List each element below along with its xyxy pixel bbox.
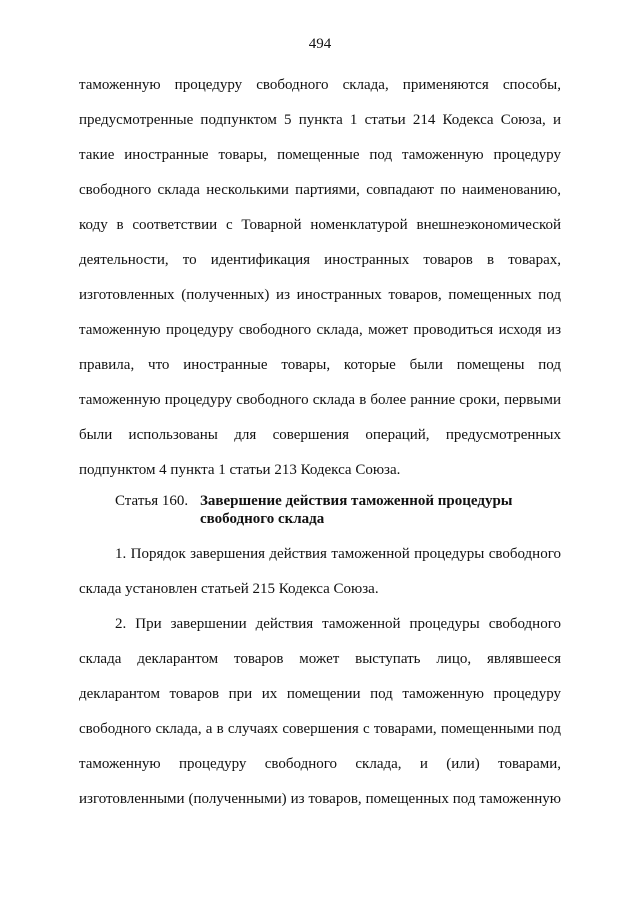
text-line: изготовленных (полученных) из иностранных товаров, помещенных под	[79, 287, 561, 303]
text-line: таможенную процедуру свободного склада, и (или) товарами,	[79, 756, 561, 772]
text-line: таможенную процедуру свободного склада, может проводиться исходя из	[79, 322, 561, 338]
text-line: были использованы для совершения операций, предусмотренных	[79, 427, 561, 443]
article-title-line: Завершение действия таможенной процедуры	[200, 493, 513, 509]
page-number: 494	[308, 36, 332, 52]
text-line: подпунктом 4 пункта 1 статьи 213 Кодекса Союза.	[79, 462, 401, 478]
article-number: Статья 160.	[115, 493, 189, 509]
text-line: таможенную процедуру свободного склада, применяются способы,	[79, 77, 561, 93]
text-line: декларантом товаров при их помещении под таможенную процедуру	[79, 686, 561, 702]
text-line: свободного склада, а в случаях совершения с товарами, помещенными под	[79, 721, 561, 737]
text-line: склада установлен статьей 215 Кодекса Союза.	[79, 581, 379, 597]
article-title-line: свободного склада	[200, 511, 325, 527]
text-line: 2. При завершении действия таможенной процедуры свободного	[115, 616, 561, 632]
text-line: 1. Порядок завершения действия таможенной процедуры свободного	[115, 546, 561, 562]
text-line: изготовленными (полученными) из товаров, помещенных под таможенную	[79, 791, 561, 807]
text-line: коду в соответствии с Товарной номенклатурой внешнеэкономической	[79, 217, 561, 233]
text-line: склада декларантом товаров может выступать лицо, являвшееся	[79, 651, 561, 667]
text-line: такие иностранные товары, помещенные под таможенную процедуру	[79, 147, 561, 163]
text-line: деятельности, то идентификация иностранных товаров в товарах,	[79, 252, 561, 268]
text-line: правила, что иностранные товары, которые были помещены под	[79, 357, 561, 373]
text-line: предусмотренные подпунктом 5 пункта 1 статьи 214 Кодекса Союза, и	[79, 112, 561, 128]
text-line: свободного склада несколькими партиями, совпадают по наименованию,	[79, 182, 561, 198]
text-line: таможенную процедуру свободного склада в более ранние сроки, первыми	[79, 392, 561, 408]
